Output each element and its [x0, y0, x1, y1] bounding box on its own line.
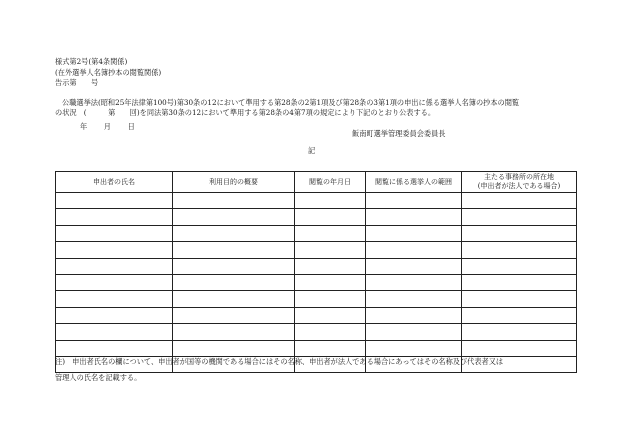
header-viewing-date: 閲覧の年月日 [295, 172, 366, 193]
form-id: 様式第2号(第4条関係) [55, 57, 128, 66]
table-cell [462, 291, 577, 307]
table-cell [462, 258, 577, 274]
table-cell [366, 242, 462, 258]
header-applicant-name: 申出者の氏名 [56, 172, 173, 193]
table-cell [173, 307, 295, 323]
table-cell [173, 274, 295, 290]
table-row [56, 324, 577, 340]
table-cell [366, 193, 462, 209]
table-cell [462, 242, 577, 258]
table-cell [295, 291, 366, 307]
table-cell [173, 193, 295, 209]
table-cell [56, 225, 173, 241]
table-cell [366, 291, 462, 307]
table-cell [462, 209, 577, 225]
header-office-location-line2: (申出者が法人である場合) [477, 182, 561, 190]
table-cell [173, 242, 295, 258]
table-cell [295, 274, 366, 290]
table-cell [173, 209, 295, 225]
table-row [56, 209, 577, 225]
table-cell [462, 274, 577, 290]
table-cell [366, 258, 462, 274]
header-office-location [462, 172, 577, 193]
body-text-line-1: 公職選挙法(昭和25年法律第100号)第30条の12において準用する第28条の2第1項及び第28条の3第1項の申出に係る選挙人名簿の抄本の閲覧 [62, 98, 520, 107]
note-line-1: 注) 申出者氏名の欄について、申出者が国等の機関である場合にはその名称、申出者が法人である場合にあってはその名称及び代表者又は [55, 357, 504, 366]
date-day: 日 [127, 122, 135, 131]
table-cell [56, 324, 173, 340]
table-row [56, 193, 577, 209]
table-cell [366, 274, 462, 290]
table-row [56, 242, 577, 258]
table-cell [295, 340, 366, 356]
ki-label: 記 [308, 146, 316, 155]
issuer-name: 飯南町選挙管理委員会委員長 [352, 129, 446, 138]
table-cell [295, 324, 366, 340]
table-cell [366, 307, 462, 323]
table-cell [462, 340, 577, 356]
table-row [56, 274, 577, 290]
table-cell [295, 307, 366, 323]
date-year: 年 [80, 122, 88, 131]
table-cell [56, 258, 173, 274]
header-voter-scope: 閲覧に係る選挙人の範囲 [366, 172, 462, 193]
table-cell [462, 324, 577, 340]
table-header-row [56, 172, 577, 193]
note-line-2: 管理人の氏名を記載する。 [55, 373, 142, 382]
table-cell [173, 324, 295, 340]
table-cell [173, 291, 295, 307]
disclosure-table [55, 171, 577, 373]
date-month: 月 [103, 122, 111, 131]
table-cell [366, 340, 462, 356]
header-office-location-line1: 主たる事務所の所在地 [484, 173, 554, 181]
table-cell [56, 307, 173, 323]
form-subtitle: (在外選挙人名簿抄本の閲覧関係) [55, 68, 162, 77]
table-cell [462, 225, 577, 241]
table-cell [462, 193, 577, 209]
table-cell [462, 307, 577, 323]
table-row [56, 258, 577, 274]
table-row [56, 340, 577, 356]
table-cell [56, 291, 173, 307]
body-text-line-2: の状況 ( 第 回)を同法第30条の12において準用する第28条の4第7項の規定により下記のとおり公表する。 [55, 108, 436, 117]
table-cell [56, 340, 173, 356]
table-cell [295, 225, 366, 241]
table-cell [295, 242, 366, 258]
table-cell [366, 324, 462, 340]
table-cell [173, 225, 295, 241]
table-row [56, 291, 577, 307]
header-purpose-summary: 利用目的の概要 [173, 172, 295, 193]
table-cell [56, 242, 173, 258]
table-body [56, 193, 577, 373]
table-row [56, 307, 577, 323]
table-cell [173, 258, 295, 274]
table-cell [56, 274, 173, 290]
date-line [80, 122, 135, 132]
table-cell [295, 258, 366, 274]
table-cell [56, 193, 173, 209]
table-cell [366, 225, 462, 241]
table-cell [366, 209, 462, 225]
table-cell [173, 340, 295, 356]
table-cell [56, 209, 173, 225]
table-cell [295, 193, 366, 209]
notice-number: 告示第 号 [55, 78, 99, 87]
table-cell [295, 209, 366, 225]
table-row [56, 225, 577, 241]
